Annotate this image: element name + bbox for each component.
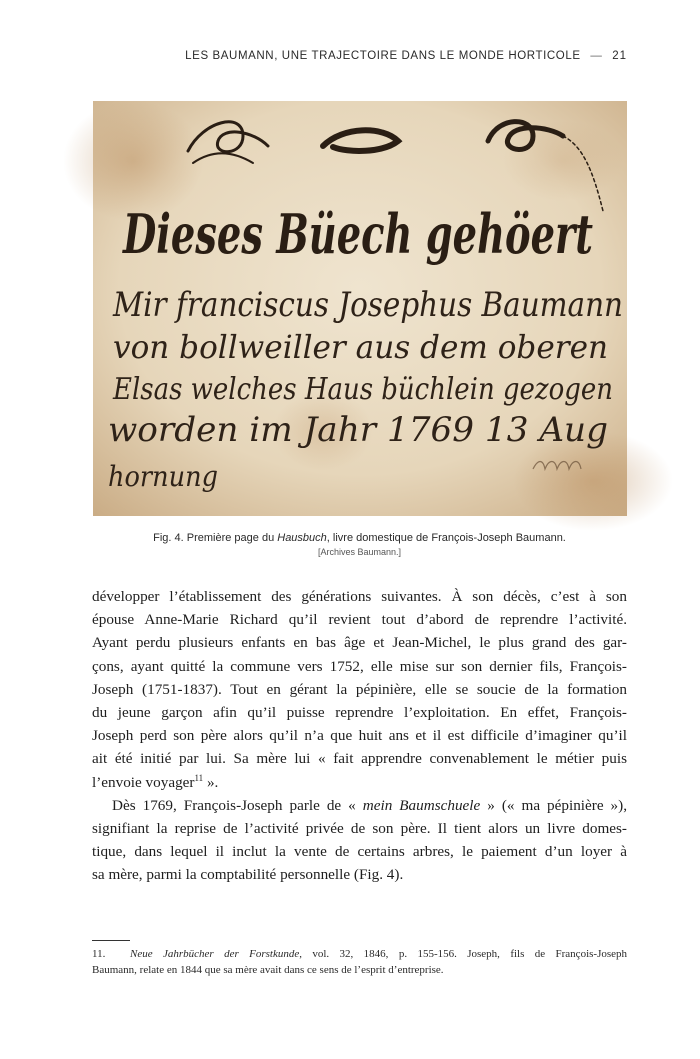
text-fragment: Dès 1769, François-Joseph parle de « — [112, 796, 363, 814]
text-line: développer l’établissement des générations suivantes. À son décès, c’est à son — [92, 588, 627, 605]
body-text — [92, 585, 627, 887]
text-line: çons, ayant quitté la commune vers 1752, elle mise sur son dernier fils, François- — [92, 657, 627, 675]
paper-stain — [503, 121, 623, 201]
text-line: épouse Anne-Marie Richard qu’il revient tout d’abord de reprendre l’activité. — [92, 611, 627, 629]
text-fragment: ». — [203, 773, 219, 791]
text-line: Ayant perdu plusieurs enfants en bas âge et Jean-Michel, le plus grand des gar- — [92, 634, 627, 652]
text-line: ait été initié par lui. Sa mère lui « fait apprendre convenablement le métier puis — [92, 750, 627, 768]
text-line: du jeune garçon afin qu’il puisse reprendre l’exploitation. En effet, François- — [92, 704, 627, 722]
paragraph-2 — [92, 794, 627, 887]
footnote-text: , vol. 32, 1846, p. 155-156. Joseph, fils de François-Joseph — [299, 948, 628, 960]
caption-credit: [Archives Baumann.] — [317, 547, 402, 557]
script-line: Mir franciscus Josephus Baumann — [112, 285, 623, 325]
footnote-number: 11. — [92, 948, 106, 960]
text-line — [92, 771, 627, 794]
footnote — [92, 946, 627, 978]
text-fragment: l’envoie voyager — [92, 773, 195, 791]
script-line: worden im Jahr 1769 13 Aug — [108, 410, 608, 450]
running-title: LES BAUMANN, UNE TRAJECTOIRE DANS LE MONDE HORTICOLE — [185, 50, 581, 62]
caption-italic-title: Hausbuch — [277, 532, 327, 544]
footnote-ref[interactable]: 11 — [194, 772, 204, 783]
text-line: tique, dans lequel il inclut la vente de certains arbres, le paiement d’un loyer à — [92, 843, 627, 861]
text-fragment: » (« ma pépinière »), — [480, 796, 628, 814]
page-number: 21 — [612, 50, 627, 62]
text-line: Joseph perd son père alors qu’il n’a que huit ans et il est difficile d’imaginer qu’il — [92, 727, 627, 745]
script-line: Elsas welches Haus büchlein gezogen — [112, 372, 613, 407]
caption-text — [92, 531, 627, 546]
manuscript-image — [93, 101, 627, 516]
header-separator: — — [590, 50, 603, 62]
text-line: Joseph (1751-1837). Tout en gérant la pépinière, elle se soucie de la formation — [92, 680, 627, 698]
text-line — [92, 794, 627, 817]
script-line: hornung — [108, 460, 218, 493]
text-line: signifiant la reprise de l’activité privée de son père. Il tient alors un livre domes- — [92, 820, 627, 838]
figure-manuscript-photo — [93, 101, 627, 516]
running-head — [92, 50, 627, 62]
footnote-line — [92, 946, 627, 962]
footnote-rule — [92, 940, 130, 941]
script-heading: Dieses Büech gehöert — [121, 202, 594, 266]
italic-term: mein Baumschuele — [362, 796, 481, 814]
text-line: sa mère, parmi la comptabilité personnelle (Fig. 4). — [92, 866, 404, 884]
footnote-line: Baumann, relate en 1844 que sa mère avait dans ce sens de l’esprit d’entreprise. — [92, 964, 444, 976]
script-line: von bollweiller aus dem oberen — [113, 328, 608, 366]
caption-suffix: , livre domestique de François-Joseph Baumann. — [326, 532, 566, 544]
caption-prefix: Fig. 4. Première page du — [153, 532, 278, 544]
figure-caption — [92, 531, 627, 559]
footnote-italic-title: Neue Jahrbücher der Forstkunde — [130, 948, 300, 960]
paragraph-1 — [92, 585, 627, 794]
